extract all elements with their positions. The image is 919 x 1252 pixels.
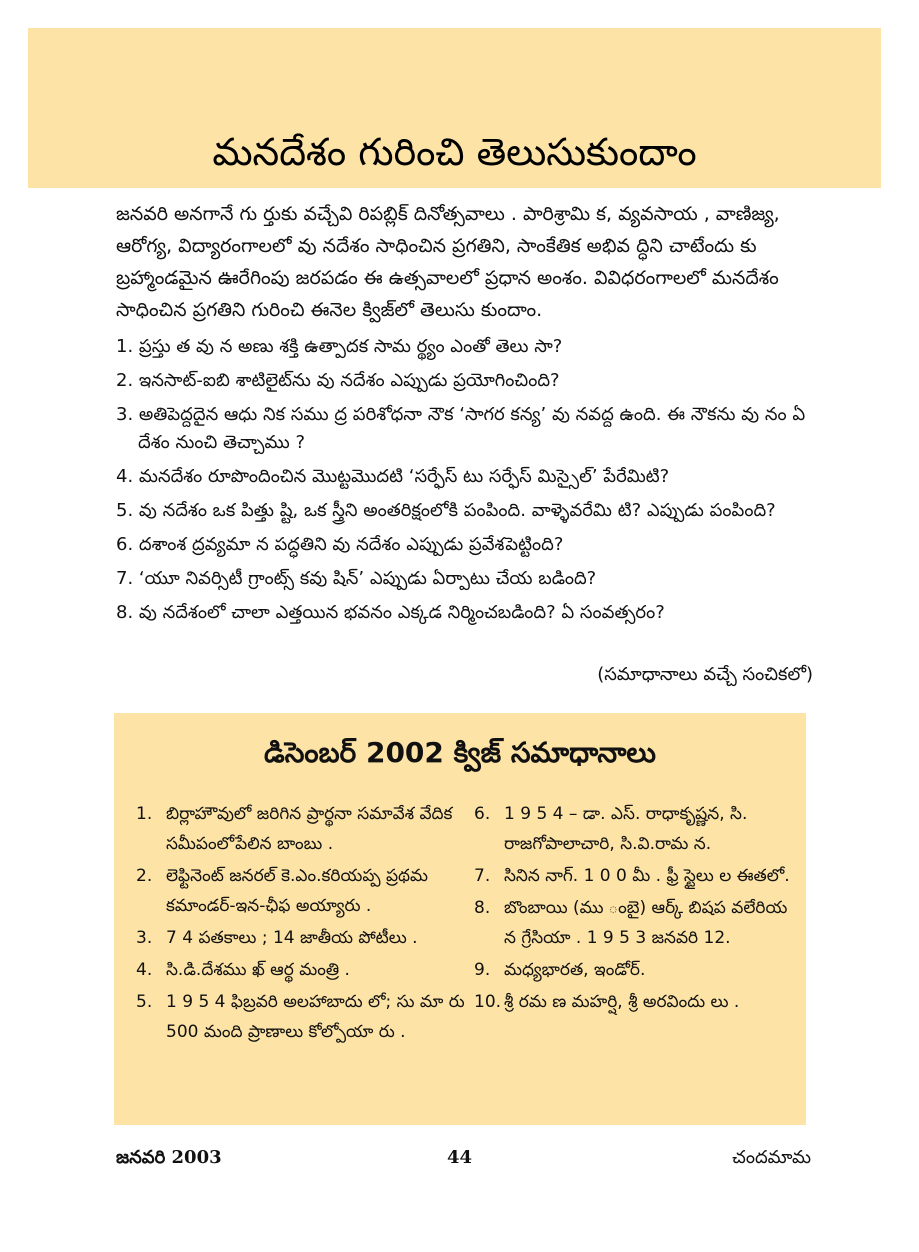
answer-item (136, 861, 466, 921)
question-item: 7. ‘యూ నివర్సిటీ గ్రాంట్స్ కవు షిన్’ ఎప్పుడు ఏర్పాటు చేయ బడింది? (116, 568, 597, 589)
page-title: మనదేశం గురించి తెలుసుకుందాం (212, 130, 697, 174)
answer-item (474, 987, 794, 1017)
answer-item (474, 893, 794, 953)
answer-item (136, 923, 466, 953)
answer-item (474, 955, 794, 985)
question-item: 4. మనదేశం రూపొందించిన మొట్టమొదటి ‘సర్ఫేస్ టు సర్ఫేస్ మిస్సైల్’ పేరేమిటి? (116, 466, 670, 487)
question-item: 5. వు నదేశం ఒక పిత్తు ష్టి, ఒక స్త్రీని అంతరిక్షంలోకి పంపింది. వాళ్ళెవరేమి టి? ఎప్పుడు పంపింది? (116, 500, 776, 521)
question-item: 6. దశాంశ ద్రవ్యమా న పద్ధతిని వు నదేశం ఎప్పుడు ప్రవేశపెట్టింది? (116, 534, 564, 555)
answer-number: 8. (474, 898, 491, 918)
quiz-answers-box (114, 713, 806, 1125)
answer-number: 4. (136, 960, 153, 980)
footer-issue-date: జనవరి 2003 (116, 1147, 222, 1168)
answer-text: సి.డి.దేశము ఖ్ ఆర్థ మంత్రి . (166, 960, 350, 980)
answers-note: (సమాధానాలు వచ్చే సంచికలో) (597, 664, 813, 685)
answer-number: 3. (136, 928, 153, 948)
answer-text: 1 9 5 4 – డా. ఎస్. రాధాకృష్ణన, సి. రాజగోపాలాచారి, సి.వి.రామ న. (504, 804, 748, 854)
footer-magazine-name: చందమామ (732, 1147, 811, 1168)
question-list (116, 333, 816, 633)
answers-right-column (474, 799, 794, 1019)
question-item: 8. వు నదేశంలో చాలా ఎత్తయిన భవనం ఎక్కడ నిర్మించబడింది? ఏ సంవత్సరం? (116, 602, 665, 623)
answer-text: లెఫ్టినెంట్ జనరల్ కె.ఎం.కరియప్ప ప్రథమ కమాండర్-ఇన-ఛీఫ అయ్యారు . (166, 866, 429, 916)
answer-item (136, 987, 466, 1047)
answer-number: 5. (136, 992, 153, 1012)
answer-item (474, 861, 794, 891)
answer-number: 9. (474, 960, 491, 980)
answer-number: 1. (136, 804, 153, 824)
answer-number: 2. (136, 866, 153, 886)
question-item: 2. ఇనసాట్-ఐబి శాటిలైట్‌ను వు నదేశం ఎప్పుడు ప్రయోగించింది? (116, 370, 560, 391)
answer-text: బొంబాయి (ము ంబై) ఆర్క్ బిషప వలేరియ న గ్రేసియా . 1 9 5 3 జనవరి 12. (504, 898, 788, 948)
intro-paragraph: జనవరి అనగానే గు ర్తుకు వచ్చేవి రిపబ్లిక్ దినోత్సవాలు . పారిశ్రామి క, వ్యవసాయ , వాణిజ్య, ఆరోగ్య, విద్యారంగాలలో వు నదేశం సాధించిన ప్రగతిని, సాంకేతిక అభివ ద్ధిని చాటేందు కు బ్రహ్మాండమైన ఊరేగింపు జరపడం ఈ ఉత్సవాలలో ప్రధాన అంశం. వివిధరంగాలలో మనదేశం సాధించిన ప్రగతిని గురించి ఈనెల క్విజ్‌లో తెలుసు కుందాం. (116, 203, 780, 321)
answer-text: బిర్లాహౌవులో జరిగిన ప్రార్థనా సమావేశ వేదిక సమీపంలోపేలిన బాంబు . (166, 804, 453, 854)
answer-text: శ్రీ రమ ణ మహర్షి, శ్రీ అరవిందు లు . (504, 992, 740, 1012)
question-item: 1. ప్రస్తు త వు న అణు శక్తి ఉత్పాదక సామ ర్థ్యం ఎంతో తెలు సా? (116, 336, 563, 357)
answer-number: 10. (474, 992, 502, 1012)
footer-page-number: 44 (446, 1147, 473, 1168)
quiz-answers-title: డిసెంబర్ 2002 క్విజ్ సమాధానాలు (264, 736, 656, 769)
answer-text: మధ్యభారత, ఇండోర్. (504, 960, 646, 980)
question-item: 3. అతిపెద్దదైన ఆధు నిక సము ద్ర పరిశోధనా నౌక ‘సాగర కన్య’ వు నవద్ద ఉంది. ఈ నౌకను వు నం ఏ దేశం నుంచి తెచ్చాము ? (116, 404, 806, 453)
answer-text: 7 4 పతకాలు ; 14 జాతీయ పోటీలు . (166, 928, 418, 948)
answer-text: సినిన నాగ్. 1 0 0 మీ . ఫ్రీ స్టైలు ల ఈతలో. (504, 866, 790, 886)
answer-item (136, 799, 466, 859)
title-band (28, 28, 881, 188)
answer-text: 1 9 5 4 ఫిబ్రవరి అలహాబాదు లో; సు మా రు 500 మంది ప్రాణాలు కోల్పోయా రు . (166, 992, 465, 1042)
answers-left-column (136, 799, 466, 1049)
answer-number: 6. (474, 804, 491, 824)
answer-item (474, 799, 794, 859)
answer-number: 7. (474, 866, 491, 886)
answer-item (136, 955, 466, 985)
